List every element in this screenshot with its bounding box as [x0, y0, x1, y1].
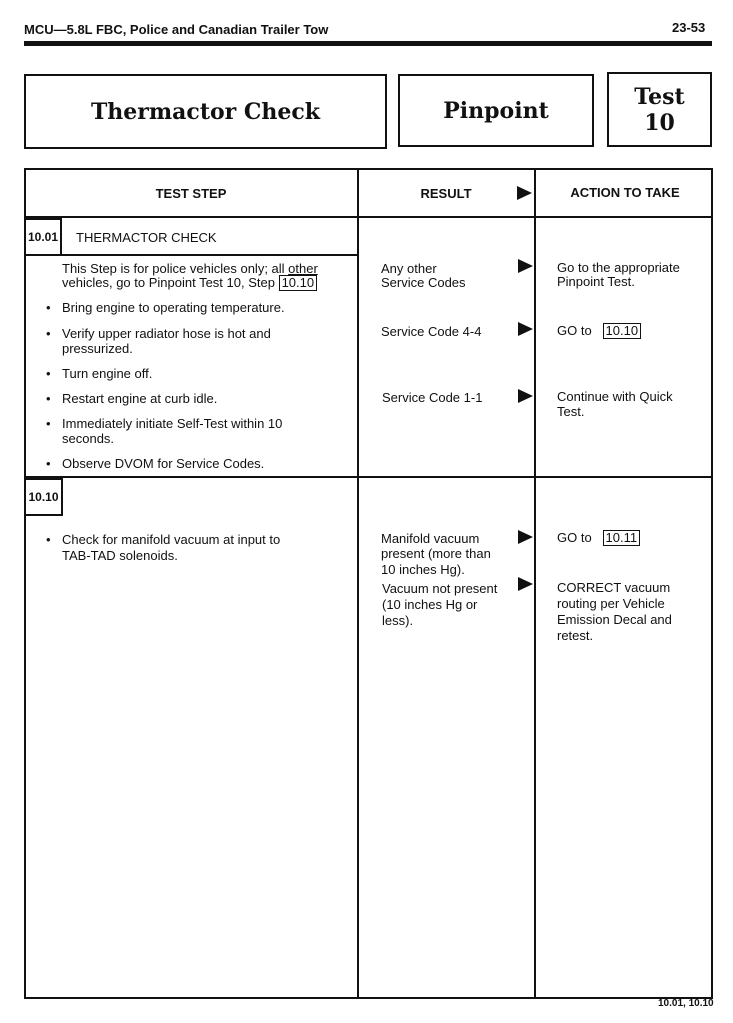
test-number: 10 [644, 109, 675, 136]
header-row-divider [24, 216, 713, 218]
step-title: THERMACTOR CHECK [76, 230, 217, 245]
step-title-underline [24, 254, 358, 256]
result-text: 10 inches Hg). [381, 562, 465, 577]
step-divider [24, 476, 713, 478]
page-number: 23-53 [672, 20, 706, 35]
step-number-10-10: 10.10 [24, 478, 63, 516]
action-text: Pinpoint Test. [557, 274, 635, 289]
step-ref-10-10: 10.10 [279, 275, 318, 291]
action-goto: GO to 10.10 [557, 323, 641, 339]
result-text: (10 inches Hg or [382, 597, 478, 612]
bullet-icon: • [46, 391, 51, 406]
column-header-test-step: TEST STEP [155, 186, 227, 201]
bullet-icon: • [46, 300, 51, 315]
column-divider-2 [534, 168, 536, 999]
test-name-box [24, 74, 387, 149]
bullet-item: Observe DVOM for Service Codes. [62, 456, 265, 471]
page-header-title: MCU—5.8L FBC, Police and Canadian Trailer Tow [24, 22, 329, 37]
bullet-item: Bring engine to operating temperature. [62, 300, 285, 315]
step-intro-line1: This Step is for police vehicles only; all other [62, 261, 318, 276]
result-text: Any other [381, 261, 437, 276]
action-text: Emission Decal and [557, 612, 672, 627]
column-divider-1 [357, 168, 359, 999]
test-label: Test [634, 83, 685, 110]
action-text: routing per Vehicle [557, 596, 665, 611]
result-text: present (more than [381, 546, 491, 561]
bullet-item: Turn engine off. [62, 366, 153, 381]
result-arrow-icon [518, 530, 533, 544]
result-text: Service Codes [381, 275, 466, 290]
result-text: Service Code 4-4 [381, 324, 482, 339]
pinpoint-label: Pinpoint [443, 97, 549, 124]
bullet-icon: • [46, 416, 51, 431]
action-text: CORRECT vacuum [557, 580, 671, 595]
bullet-icon: • [46, 456, 51, 471]
bullet-item-cont: TAB-TAD solenoids. [62, 548, 178, 563]
action-goto: GO to 10.11 [557, 530, 640, 546]
bullet-icon: • [46, 366, 51, 381]
bullet-item-cont: pressurized. [62, 341, 133, 356]
step-number-10-01: 10.01 [24, 218, 62, 256]
test-number-box [607, 72, 712, 147]
result-text: Manifold vacuum [381, 531, 480, 546]
bullet-item: Restart engine at curb idle. [62, 391, 218, 406]
bullet-icon: • [46, 532, 51, 547]
result-arrow-icon [518, 322, 533, 336]
header-rule [24, 41, 712, 46]
pinpoint-box [398, 74, 594, 147]
test-name: Thermactor Check [90, 98, 321, 125]
result-text: Service Code 1-1 [382, 390, 483, 405]
action-text: Go to the appropriate [557, 260, 680, 275]
bullet-icon: • [46, 326, 51, 341]
page-footer: 10.01, 10.10 [658, 998, 714, 1009]
result-arrow-icon [517, 186, 532, 200]
bullet-item: Check for manifold vacuum at input to [62, 532, 281, 547]
action-text: Test. [557, 404, 585, 419]
result-text: Vacuum not present [382, 581, 498, 596]
step-intro-line2: vehicles, go to Pinpoint Test 10, Step 10.10 [62, 275, 317, 291]
action-ref-10-10: 10.10 [603, 323, 642, 339]
bullet-item: Immediately initiate Self-Test within 10 [62, 416, 283, 431]
action-ref-10-11: 10.11 [603, 530, 641, 546]
bullet-item: Verify upper radiator hose is hot and [62, 326, 271, 341]
column-header-action: ACTION TO TAKE [570, 185, 680, 200]
result-arrow-icon [518, 577, 533, 591]
action-text: Continue with Quick [557, 389, 673, 404]
result-text: less). [382, 613, 414, 628]
result-arrow-icon [518, 389, 533, 403]
column-header-result: RESULT [420, 186, 472, 201]
bullet-item-cont: seconds. [62, 431, 115, 446]
result-arrow-icon [518, 259, 533, 273]
action-text: retest. [557, 628, 594, 643]
